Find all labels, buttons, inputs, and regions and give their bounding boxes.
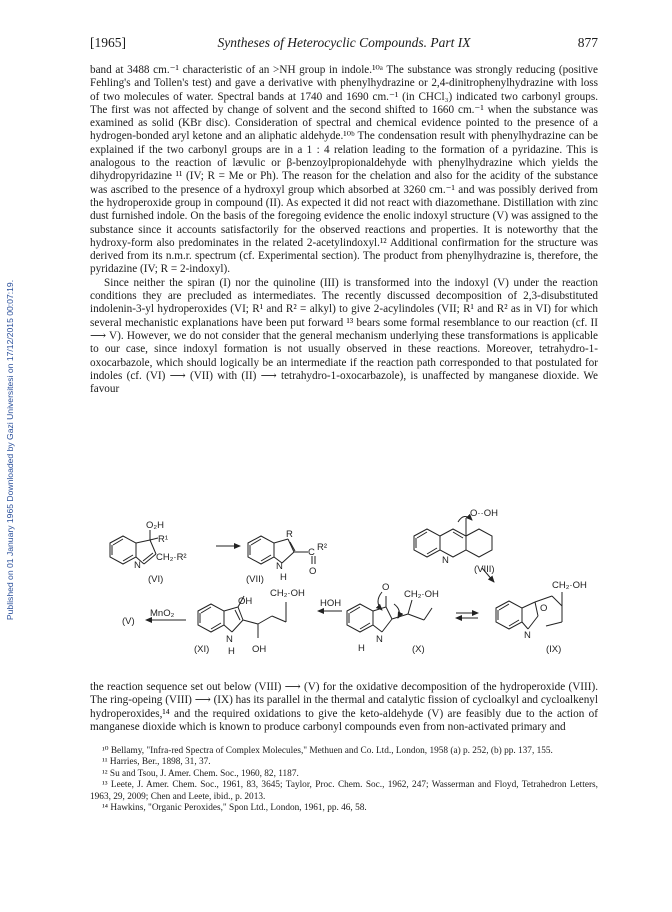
label-r2: R² — [317, 542, 328, 553]
label-n-xi: N — [226, 634, 233, 645]
header-title: Syntheses of Heterocyclic Compounds. Part IX — [217, 35, 471, 50]
structure-vii — [248, 536, 315, 564]
label-r1: R¹ — [158, 534, 169, 545]
footnotes — [90, 746, 598, 814]
label-o-vii: O — [309, 566, 317, 577]
label-n-vii: N — [276, 561, 283, 572]
reaction-scheme — [90, 506, 598, 676]
label-oh-xi: OH — [238, 596, 253, 607]
label-oh-xi-2: OH — [252, 644, 267, 655]
label-xi: (XI) — [194, 644, 210, 655]
label-ch2oh-x: CH₂·OH — [404, 589, 439, 600]
label-ooh: O··OH — [470, 508, 498, 519]
label-n-ix: N — [524, 630, 531, 641]
label-hoh: HOH — [320, 598, 342, 609]
label-h-xi: H — [228, 646, 235, 657]
footnote-13: ¹³ Leete, J. Amer. Chem. Soc., 1961, 83, 3645; Taylor, Proc. Chem. Soc., 1962, 247; Wasserman and Floyd, Tetrahedron Letters, 1963, 29, 2009; Chen and Leete, ibid., p. 2013. — [90, 780, 598, 802]
footnote-10: ¹⁰ Bellamy, "Infra-red Spectra of Complex Molecules," Methuen and Co. Ltd., London, 1958 (a) p. 252, (b) pp. 137, 155. — [102, 746, 553, 756]
footnote-11: ¹¹ Harries, Ber., 1898, 31, 37. — [102, 757, 211, 768]
label-o-x: O — [382, 582, 390, 593]
label-h-x: H — [358, 643, 365, 654]
label-o-ix: O — [540, 603, 548, 614]
label-n-viii: N — [442, 555, 449, 566]
paragraph-2: Since neither the spiran (I) nor the quinoline (III) is transformed into the indoxyl (V) under the reaction conditions they are precluded as intermediates. The recently discussed decomposition of 2,3-disubstituted indolenin-3-yl hydroperoxides (VI; R¹ and R² = alkyl) to give 2-acylindoles (VII; R¹ and R² as in VI) for which several mechanistic explanations have been put forward ¹³ bears some formal resemblance to our reaction (cf. II ⟶ V). However, we do not consider that the general mechanism underlying these transformations is applicable to our case, since indoxyl formation is not usually observed in these reactions. Moreover, tetrahydro-1-oxocarbazole, which should logically be an intermediate if the reaction path corresponded to that postulated for indoles (cf. (VI) ⟶ (VII) with (II) ⟶ tetrahydro-1-oxocarbazole), is unaffected by manganese dioxide. We favour — [90, 276, 598, 396]
paragraph-1: band at 3488 cm.⁻¹ characteristic of an >NH group in indole.¹⁰ᵃ The substance was strongly reducing (positive Fehling's and Tollen's test) and gave a derivative with phenylhydrazine or 2,4-dinitrophenylhydrazine with loss of two molecules of water. Spectral bands at 1740 and 1690 cm.⁻¹ (in CHCl₃) indicated two carbonyl groups. The first was not affected by change of solvent and the second shifted to 1660 cm.⁻¹ when the substance was examined as solid (KBr disc). Consideration of spectral and chemical evidence pointed to the presence of a hydrogen-bonded aryl ketone and an aliphatic aldehyde.¹⁰ᵇ The condensation result with phenylhydrazine can be explained if the two carbonyl groups are in a 1 : 4 relation leading to the formation of a pyridazine. This is analogous to the reaction of lævulic or β-benzoylpropionaldehyde with phenylhydrazine which yields the dihydropyridazine ¹¹ (IV; R = Me or Ph). The reason for the chelation and also for the acidity of the substance was ascribed to the presence of a hydroxyl group which absorbed at 3260 cm.⁻¹ and was possibly derived from the hydroperoxide group in compound (II). As expected it did not react with diazomethane. Distillation with zinc dust furnished indole. On the basis of the foregoing evidence the enolic indoxyl structure (V) was assigned to the substance since it accounts satisfactorily for the observed reactions and properties. It is noteworthy that the hydroxy-form also predominates in the related 2-acetylindoxyl.¹² Additional confirmation for the structure was derived from its n.m.r. spectrum (cf. Experimental section). The product from phenylhydrazine is, therefore, the pyridazine (IV; R = 2-indoxyl). — [90, 64, 598, 276]
watermark-text: Published on 01 January 1965 Downloaded by Gazi Universitesi on 17/12/2015 00:07:19. — [5, 279, 15, 621]
footnote-14: ¹⁴ Hawkins, "Organic Peroxides," Spon Ltd., London, 1961, pp. 46, 58. — [102, 803, 367, 814]
label-vi: (VI) — [148, 574, 164, 585]
label-ix: (IX) — [546, 644, 562, 655]
body-text-continued — [90, 681, 598, 734]
footnote-12: ¹² Su and Tsou, J. Amer. Chem. Soc., 1960, 82, 1187. — [102, 768, 299, 779]
body-text — [90, 64, 598, 396]
structure-vi — [110, 530, 158, 564]
label-n-vi: N — [134, 560, 141, 571]
label-x: (X) — [412, 644, 425, 655]
label-mno2: MnO₂ — [150, 608, 175, 619]
label-o2h: O₂H — [146, 520, 164, 531]
label-n-x: N — [376, 634, 383, 645]
label-r: R — [286, 529, 293, 540]
label-c: C — [308, 547, 315, 558]
download-watermark — [4, 160, 16, 740]
structure-ix — [496, 592, 562, 629]
paragraph-3: the reaction sequence set out below (VIII) ⟶ (V) for the oxidative decomposition of the hydroperoxide (VIII). The ring-opeing (VIII) ⟶ (IX) has its parallel in the thermal and catalytic fission of cycloalkyl and cycloalkenyl hydroperoxides,¹⁴ and the required oxidations to give the keto-aldehyde (V) are feasibly due to the action of manganese dioxide which is known to produce carbonyl compounds even from non-activated primary and — [90, 681, 598, 733]
header-year: [1965] — [90, 35, 126, 50]
label-viii: (VIII) — [474, 564, 495, 575]
page-number: 877 — [577, 35, 598, 50]
label-ch2r2: CH₂·R² — [156, 552, 187, 563]
label-vii: (VII) — [246, 574, 264, 585]
label-v: (V) — [122, 616, 135, 627]
label-ch2oh-xi: CH₂·OH — [270, 588, 305, 599]
label-ch2oh-ix: CH₂·OH — [552, 580, 587, 591]
label-h-vii: H — [280, 572, 287, 583]
structure-viii — [414, 516, 492, 557]
